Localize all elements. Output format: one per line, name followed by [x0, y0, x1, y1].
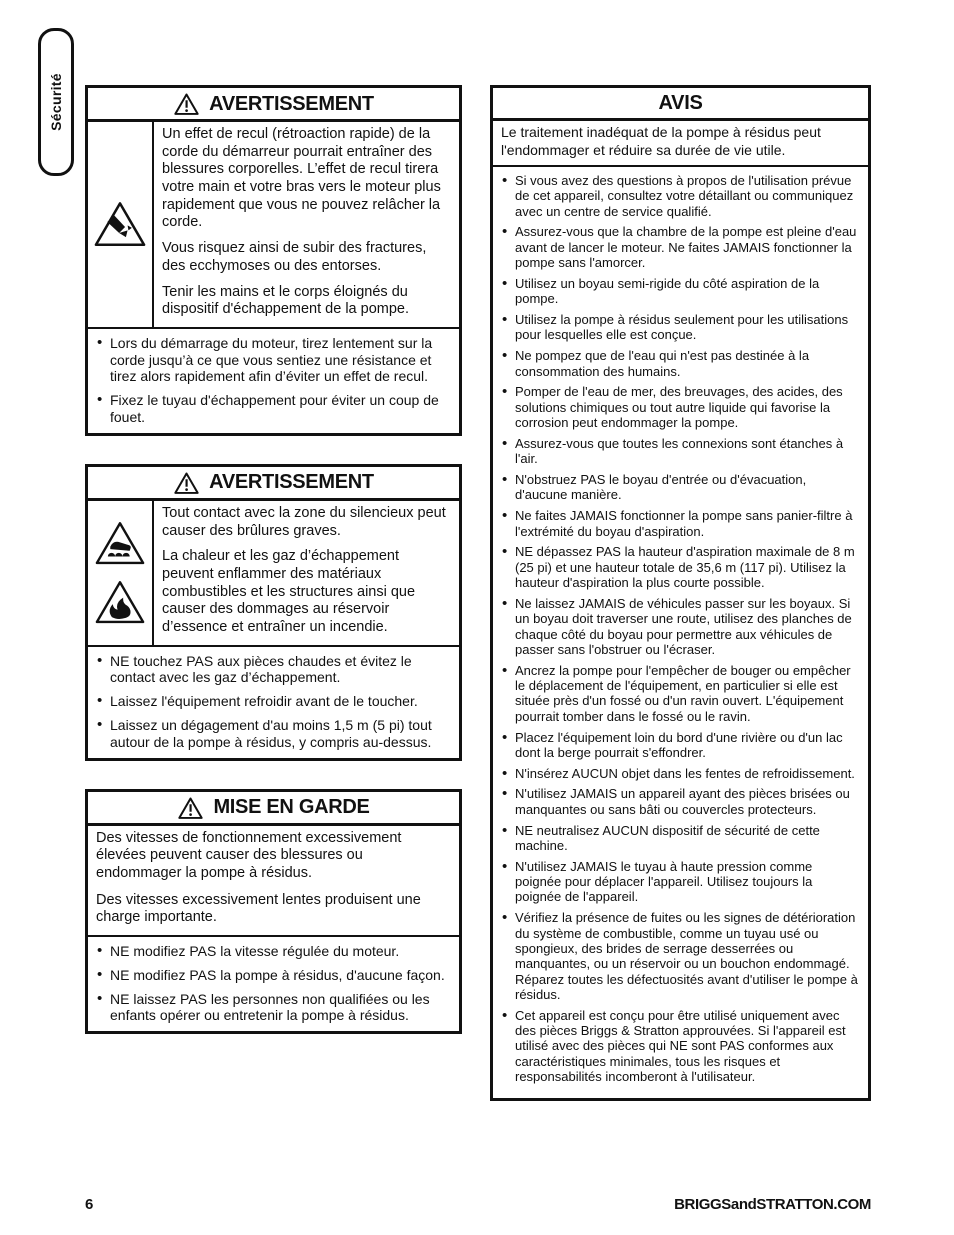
- warning-body: [88, 122, 459, 329]
- bullet-item: • N'utilisez JAMAIS le tuyau à haute pression comme poignée pour déplacer l'appareil. Utilisez toujours la poignée de l'appareil.: [499, 859, 860, 905]
- bullet-item: • NE modifiez PAS la vitesse régulée du moteur.: [94, 943, 451, 960]
- bullet-item: • Pomper de l'eau de mer, des breuvages, des acides, des solutions chimiques ou tout autre liquide qui favorise la corrosion peut endommager la pompe.: [499, 384, 860, 430]
- bullet-item: • Ne laissez JAMAIS de véhicules passer sur les boyaux. Si un boyau doit traverser une route, utilisez des planches de chaque côté du boyau pour permettre aux véhicules de passer sans l'obstruer ou l'écraser.: [499, 596, 860, 657]
- notice-title: AVIS: [658, 92, 703, 114]
- caution-bullet-list: [88, 937, 459, 1031]
- bullet-item: • Ne faites JAMAIS fonctionner la pompe sans panier-filtre à l'extrémité du boyau d'aspiration.: [499, 508, 860, 539]
- bullet-item: • NE touchez PAS aux pièces chaudes et évitez le contact avec les gaz d’échappement.: [94, 653, 451, 687]
- fire-hazard-icon: [94, 579, 146, 626]
- warning-bullet-list: [88, 329, 459, 433]
- warning-header: [88, 88, 459, 122]
- bullet-item: • Vérifiez la présence de fuites ou les signes de détérioration du système de combustible, comme un tuyau usé ou spongieux, des brides de serrage desserrées ou manquantes, ou un réservoir ou un bouchon endommagé. Réparez toutes les défectuosités avant d'utiliser le pompe à résidus.: [499, 910, 860, 1002]
- section-tab-securite: [38, 28, 74, 176]
- alert-triangle-icon: [173, 471, 200, 495]
- page-number: 6: [85, 1196, 93, 1213]
- page-footer: [85, 1196, 871, 1213]
- warning-paragraph: La chaleur et les gaz d’échappement peuvent enflammer des matériaux combustibles et les structures ainsi que causer des dommages au réservoir d’essence et entraîner un incendie.: [162, 548, 416, 635]
- bullet-item: • NE dépassez PAS la hauteur d'aspiration maximale de 8 m (25 pi) et une hauteur totale de 35,6 m (117 pi). Utilisez la hauteur d'aspiration la plus courte possible.: [499, 544, 860, 590]
- notice-bullet-list: [493, 167, 868, 1098]
- warning-header: [88, 467, 459, 501]
- caution-paragraph: Des vitesses de fonctionnement excessivement élevées peuvent causer des blessures ou endommager la pompe à résidus.: [96, 829, 402, 882]
- bullet-item: • Ancrez la pompe pour l'empêcher de bouger ou empêcher le déplacement de l'équipement, en particulier si elle est située près d'un fossé ou d'un ravin ouvert. L'équipement pourrait tomber dans le fossé ou le ravin.: [499, 663, 860, 724]
- warning-paragraph: Tout contact avec la zone du silencieux peut causer des brûlures graves.: [162, 504, 446, 539]
- bullet-item: • N'obstruez PAS le boyau d'entrée ou d'évacuation, d'aucune manière.: [499, 472, 860, 503]
- bullet-item: • Laissez l'équipement refroidir avant de le toucher.: [94, 693, 451, 710]
- bullet-item: • Placez l'équipement loin du bord d'une rivière ou d'un lac dont la berge pourrait s'effondrer.: [499, 730, 860, 761]
- bullet-item: • Utilisez un boyau semi-rigide du côté aspiration de la pompe.: [499, 276, 860, 307]
- hazard-icon-column: [88, 501, 154, 645]
- website-text: BRIGGSandSTRATTON.COM: [674, 1196, 871, 1213]
- alert-triangle-icon: [173, 92, 200, 116]
- warning-paragraph: Un effet de recul (rétroaction rapide) de la corde du démarreur pourrait entraîner des blessures corporelles. L’effet de recul tirera votre main et votre bras vers le moteur plus rapidement que vous ne pouvez relâcher la corde.: [162, 126, 441, 231]
- bullet-item: • Laissez un dégagement d'au moins 1,5 m (5 pi) tout autour de la pompe à résidus, y compris au-dessus.: [94, 717, 451, 751]
- hot-surface-icon: [94, 520, 146, 567]
- warning-paragraph: Tenir les mains et le corps éloignés du dispositif d'échappement de la pompe.: [162, 283, 410, 318]
- notice-box: [490, 85, 871, 1101]
- bullet-item: • Ne pompez que de l'eau qui n'est pas destinée à la consommation des humains.: [499, 348, 860, 379]
- warning-title: AVERTISSEMENT: [209, 471, 374, 494]
- section-tab-label: Sécurité: [48, 73, 64, 131]
- bullet-item: • NE neutralisez AUCUN dispositif de sécurité de cette machine.: [499, 823, 860, 854]
- warning-box-burn: [85, 464, 462, 761]
- bullet-item: • Cet appareil est conçu pour être utilisé uniquement avec des pièces Briggs & Stratton approuvées. Si l'appareil est utilisé avec des pièces qui NE sont PAS conformes aux caractéristiques minimales, tous les risques et responsabilités incomberont à l'utilisateur.: [499, 1008, 860, 1085]
- bullet-item: • NE laissez PAS les personnes non qualifiées ou les enfants opérer ou entretenir la pompe à résidus.: [94, 991, 451, 1025]
- bullet-item: • Assurez-vous que toutes les connexions sont étanches à l'air.: [499, 436, 860, 467]
- warning-body: [88, 501, 459, 647]
- warning-paragraphs: [154, 501, 459, 645]
- bullet-item: • Utilisez la pompe à résidus seulement pour les utilisations pour lesquelles elle est conçue.: [499, 312, 860, 343]
- bullet-item: • Assurez-vous que la chambre de la pompe est pleine d'eau avant de lancer le moteur. Ne faites JAMAIS fonctionner la pompe sans l'amorcer.: [499, 224, 860, 270]
- bullet-item: • N'utilisez JAMAIS un appareil ayant des pièces brisées ou manquantes ou sans bâti ou couvercles protecteurs.: [499, 786, 860, 817]
- caution-paragraphs: [88, 826, 459, 937]
- bullet-item: • Si vous avez des questions à propos de l'utilisation prévue de cet appareil, consultez votre détaillant ou communiquez avec un centre de service qualifié.: [499, 173, 860, 219]
- bullet-item: • Fixez le tuyau d'échappement pour éviter un coup de fouet.: [94, 392, 451, 426]
- notice-header: [493, 88, 868, 121]
- content-columns: [85, 85, 871, 1101]
- alert-triangle-icon: [177, 796, 204, 820]
- caution-paragraph: Des vitesses excessivement lentes produisent une charge importante.: [96, 891, 421, 926]
- bullet-item: • Lors du démarrage du moteur, tirez lentement sur la corde jusqu’à ce que vous sentiez une résistance et tirez alors rapidement afin d’éviter un effet de recul.: [94, 335, 451, 385]
- right-column: [490, 85, 871, 1101]
- left-column: [85, 85, 462, 1034]
- warning-title: AVERTISSEMENT: [209, 92, 374, 115]
- bullet-item: • N'insérez AUCUN objet dans les fentes de refroidissement.: [499, 766, 860, 781]
- warning-bullet-list: [88, 647, 459, 758]
- hazard-icon-column: [88, 122, 154, 327]
- warning-paragraph: Vous risquez ainsi de subir des fractures, des ecchymoses ou des entorses.: [162, 240, 427, 274]
- warning-paragraphs: [154, 122, 459, 327]
- recoil-hazard-icon: [93, 200, 147, 249]
- bullet-item: • NE modifiez PAS la pompe à résidus, d'aucune façon.: [94, 967, 451, 984]
- caution-title: MISE EN GARDE: [213, 796, 370, 819]
- caution-header: [88, 792, 459, 826]
- notice-intro: Le traitement inadéquat de la pompe à résidus peut l'endommager et réduire sa durée de vie utile.: [493, 121, 868, 167]
- caution-box: [85, 789, 462, 1035]
- warning-box-recoil: [85, 85, 462, 436]
